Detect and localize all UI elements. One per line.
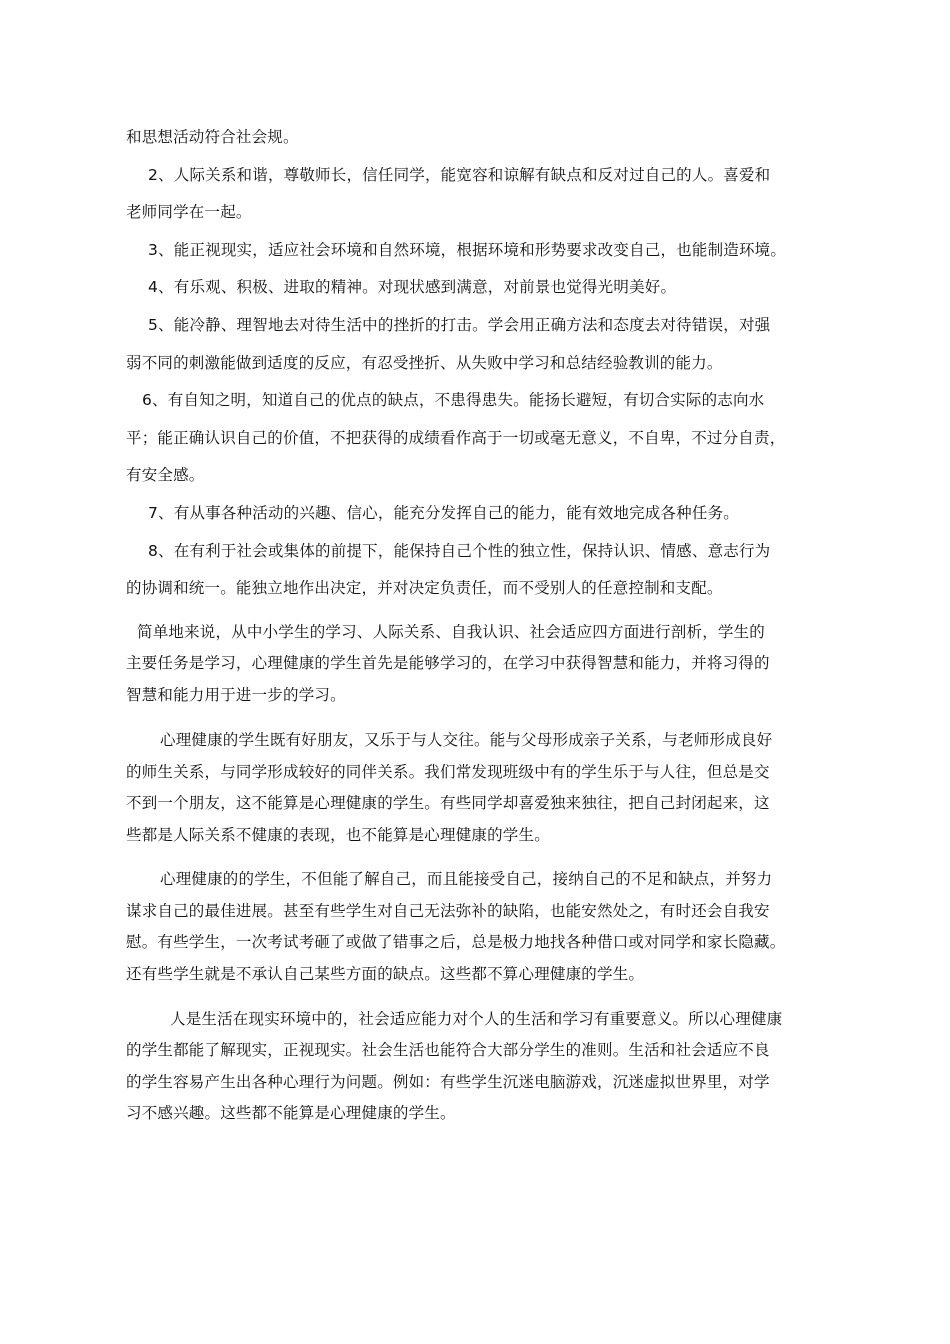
text-line: 还有些学生就是不承认自己某些方面的缺点。这些都不算心理健康的学生。 <box>126 965 645 983</box>
text-line: 的学生容易产生出各种心理行为问题。例如：有些学生沉迷电脑游戏，沉迷虚拟世界里，对学 <box>126 1073 770 1091</box>
text-line: 心理健康的的学生，不但能了解自己，而且能接受自己，接纳自己的不足和缺点，并努力 <box>160 870 773 888</box>
text-line: 不到一个朋友，这不能算是心理健康的学生。有些同学却喜爱独来独往，把自己封闭起来，这 <box>126 794 770 812</box>
text-line: 简单地来说，从中小学生的学习、人际关系、自我认识、社会适应四方面进行剖析，学生的 <box>137 623 766 641</box>
text-line: 和思想活动符合社会规。 <box>126 128 299 146</box>
text-line: 5、能冷静、理智地去对待生活中的挫折的打击。学会用正确方法和态度去对待错误，对强 <box>148 316 771 334</box>
text-line: 2、人际关系和谐，尊敬师长，信任同学，能宽容和谅解有缺点和反对过自己的人。喜爱和 <box>148 166 771 184</box>
text-line: 的师生关系，与同学形成较好的同伴关系。我们常发现班级中有的学生乐于与人往，但总是交 <box>126 763 770 781</box>
text-line: 智慧和能力用于进一步的学习。 <box>126 686 346 704</box>
text-line: 些都是人际关系不健康的表现，也不能算是心理健康的学生。 <box>126 826 550 844</box>
text-line: 7、有从事各种活动的兴趣、信心，能充分发挥自己的能力，能有效地完成各种任务。 <box>148 504 739 522</box>
text-line: 弱不同的刺激能做到适度的反应，有忍受挫折、从失败中学习和总结经验教训的能力。 <box>126 354 723 372</box>
text-line: 主要任务是学习，心理健康的学生首先是能够学习的，在学习中获得智慧和能力，并将习得的 <box>126 654 770 672</box>
text-line: 慰。有些学生，一次考试考砸了或做了错事之后，总是极力地找各种借口或对同学和家长隐藏。 <box>126 933 786 951</box>
text-line: 3、能正视现实，适应社会环境和自然环境，根据环境和形势要求改变自己，也能制造环境。 <box>148 241 787 259</box>
text-line: 平；能正确认识自己的价值，不把获得的成绩看作高于一切或毫无意义，不自卑，不过分自责， <box>126 429 786 447</box>
text-line: 6、有自知之明，知道自己的优点的缺点，不患得患失。能扬长避短，有切合实际的志向水 <box>142 391 765 409</box>
text-line: 4、有乐观、积极、进取的精神。对现状感到满意，对前景也觉得光明美好。 <box>148 278 677 296</box>
text-line: 习不感兴趣。这些都不能算是心理健康的学生。 <box>126 1104 456 1122</box>
text-line: 老师同学在一起。 <box>126 203 252 221</box>
text-line: 8、在有利于社会或集体的前提下，能保持自己个性的独立性，保持认识、情感、意志行为 <box>148 542 771 560</box>
text-line: 谋求自己的最佳进展。甚至有些学生对自己无法弥补的缺陷，也能安然处之，有时还会自我安 <box>126 902 770 920</box>
text-line: 有安全感。 <box>126 466 205 484</box>
text-line: 心理健康的学生既有好朋友，又乐于与人交往。能与父母形成亲子关系，与老师形成良好 <box>160 731 773 749</box>
text-line: 的协调和统一。能独立地作出决定，并对决定负责任，而不受别人的任意控制和支配。 <box>126 579 723 597</box>
text-line: 人是生活在现实环境中的，社会适应能力对个人的生活和学习有重要意义。所以心理健康 <box>170 1010 783 1028</box>
text-line: 的学生都能了解现实，正视现实。社会生活也能符合大部分学生的准则。生活和社会适应不良 <box>126 1041 770 1059</box>
